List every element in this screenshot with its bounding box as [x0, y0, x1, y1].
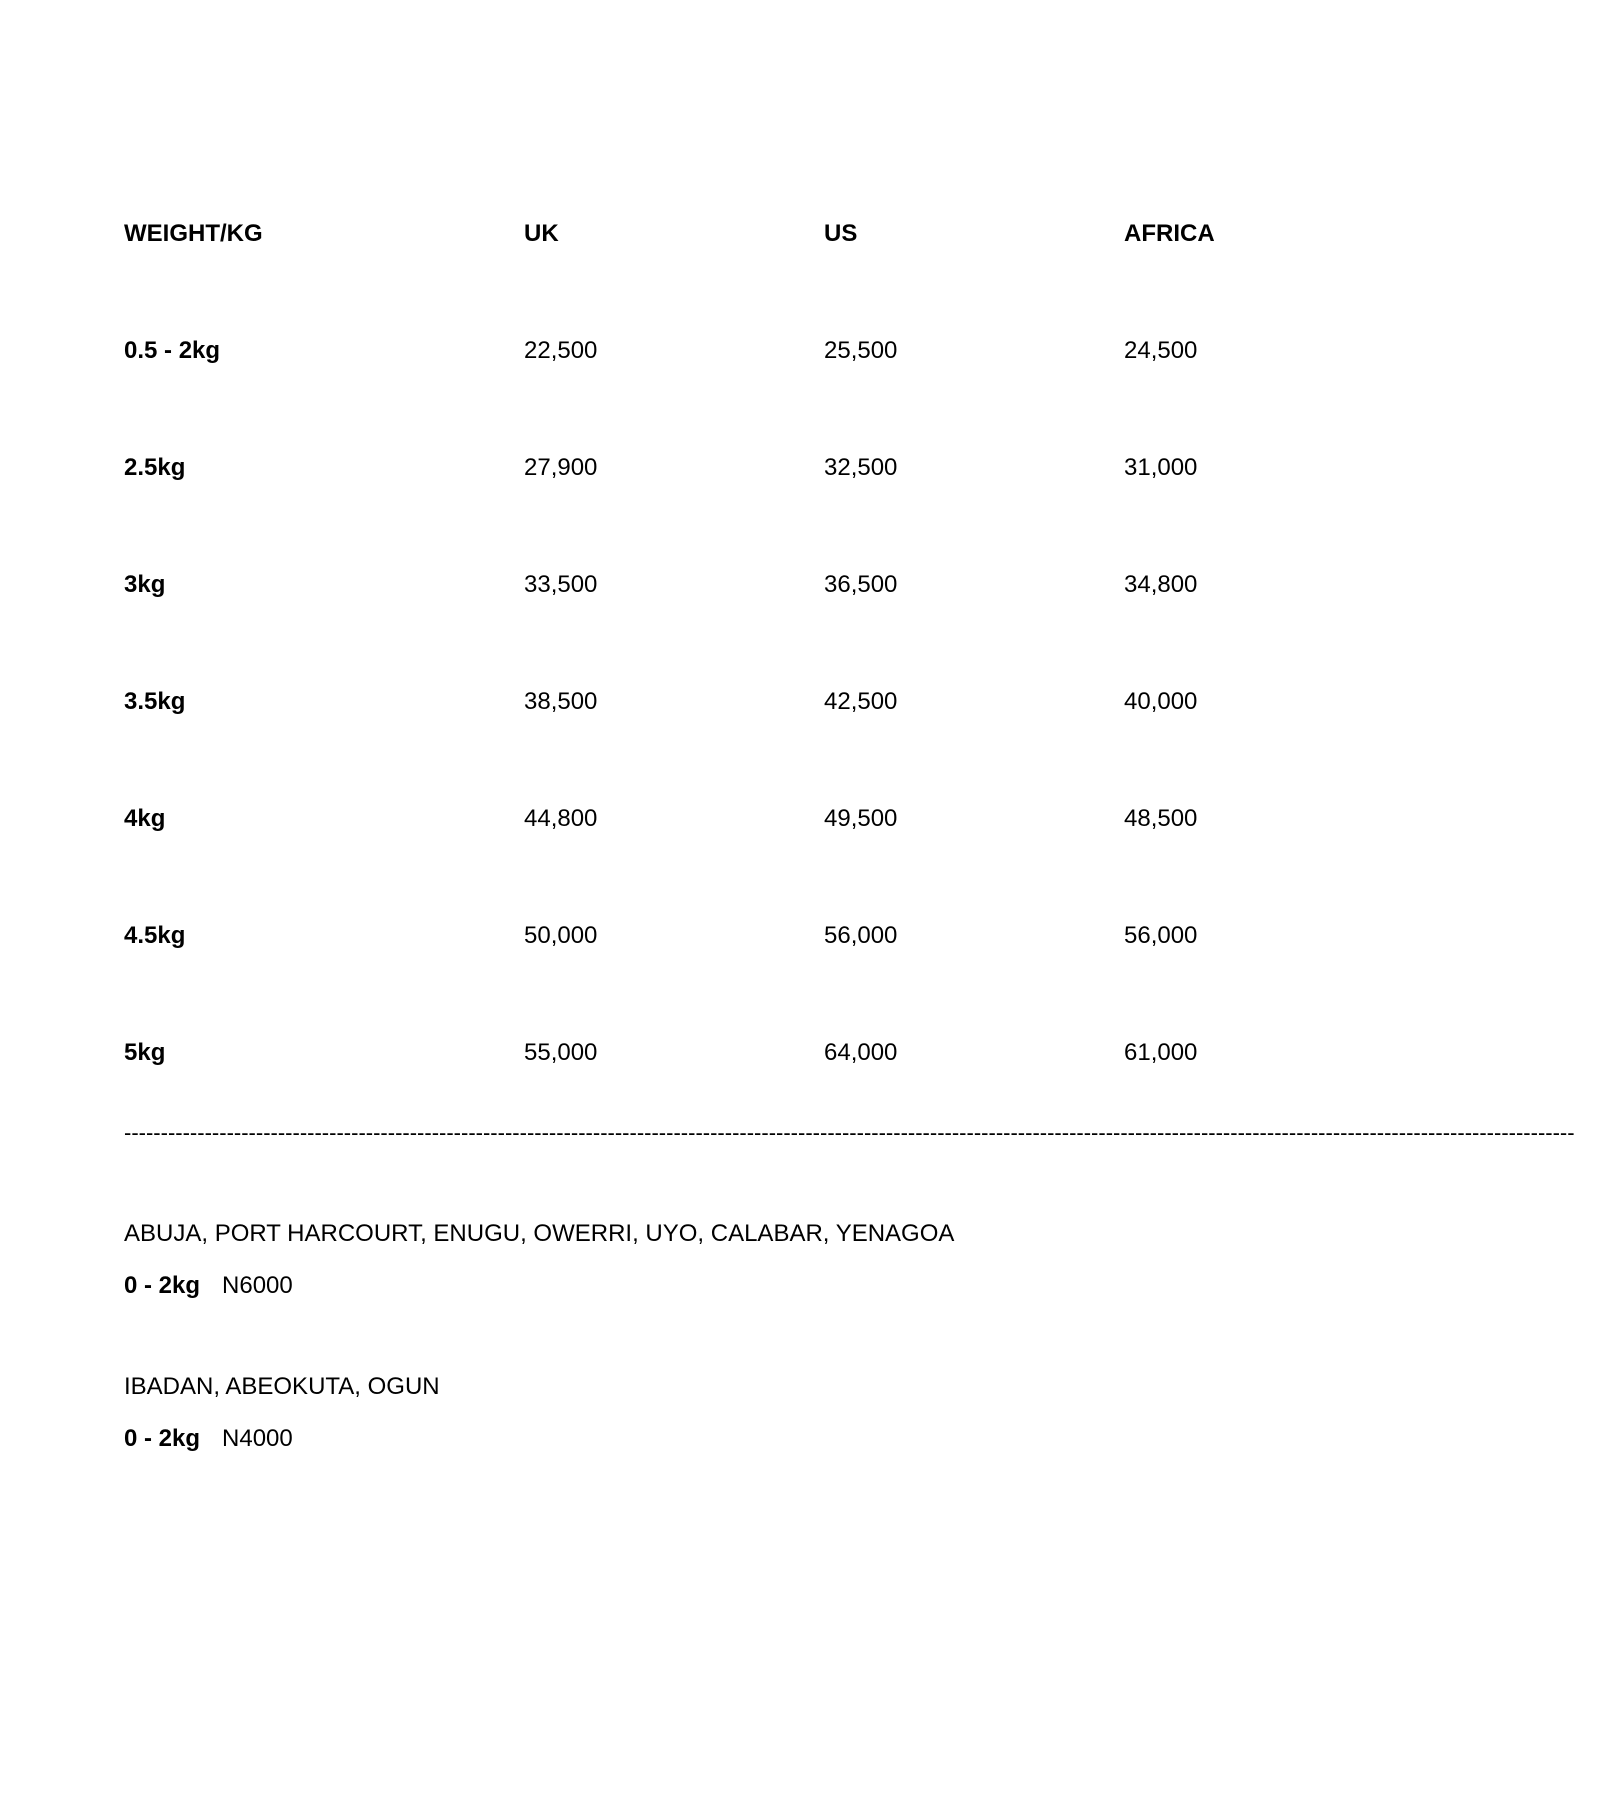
local-rate-price: N4000 [222, 1425, 293, 1452]
us-price-cell: 25,500 [824, 336, 898, 364]
local-rate-block [124, 1222, 954, 1298]
us-price-cell: 49,500 [824, 804, 898, 832]
table-row [124, 760, 1424, 877]
header-weight: WEIGHT/KG [124, 219, 263, 247]
us-price-cell: 36,500 [824, 570, 898, 598]
uk-price-cell: 44,800 [524, 804, 598, 832]
africa-price-cell: 40,000 [1124, 687, 1198, 715]
weight-cell: 2.5kg [124, 453, 186, 481]
weight-cell: 3.5kg [124, 687, 186, 715]
uk-price-cell: 38,500 [524, 687, 598, 715]
header-us: US [824, 219, 858, 247]
africa-price-cell: 48,500 [1124, 804, 1198, 832]
cities-list: ABUJA, PORT HARCOURT, ENUGU, OWERRI, UYO, CALABAR, YENAGOA [124, 1220, 955, 1247]
uk-price-cell: 33,500 [524, 570, 598, 598]
local-rate-block [124, 1375, 440, 1451]
local-rate-weight: 0 - 2kg [124, 1425, 201, 1452]
us-price-cell: 64,000 [824, 1038, 898, 1066]
header-uk: UK [524, 219, 559, 247]
africa-price-cell: 56,000 [1124, 921, 1198, 949]
table-row [124, 526, 1424, 643]
us-price-cell: 56,000 [824, 921, 898, 949]
cities-list: IBADAN, ABEOKUTA, OGUN [124, 1373, 440, 1400]
local-rate-line [124, 1427, 440, 1451]
africa-price-cell: 24,500 [1124, 336, 1198, 364]
table-row [124, 994, 1424, 1111]
us-price-cell: 42,500 [824, 687, 898, 715]
table-row [124, 643, 1424, 760]
africa-price-cell: 34,800 [1124, 570, 1198, 598]
table-row [124, 877, 1424, 994]
uk-price-cell: 55,000 [524, 1038, 598, 1066]
dashed-divider: ------------------------------------------------------------------------------------------------------------------------------------------------------------------------------------------------------ [124, 1120, 1575, 1145]
uk-price-cell: 27,900 [524, 453, 598, 481]
table-row [124, 409, 1424, 526]
international-rates-table [124, 175, 1424, 1111]
local-rate-price: N6000 [222, 1272, 293, 1299]
weight-cell: 4kg [124, 804, 166, 832]
table-header-row [124, 175, 1424, 292]
africa-price-cell: 61,000 [1124, 1038, 1198, 1066]
local-rate-weight: 0 - 2kg [124, 1272, 201, 1299]
weight-cell: 5kg [124, 1038, 166, 1066]
uk-price-cell: 50,000 [524, 921, 598, 949]
local-rate-line [124, 1274, 954, 1298]
header-africa: AFRICA [1124, 219, 1215, 247]
us-price-cell: 32,500 [824, 453, 898, 481]
table-row [124, 292, 1424, 409]
weight-cell: 3kg [124, 570, 166, 598]
weight-cell: 0.5 - 2kg [124, 336, 221, 364]
uk-price-cell: 22,500 [524, 336, 598, 364]
weight-cell: 4.5kg [124, 921, 186, 949]
africa-price-cell: 31,000 [1124, 453, 1198, 481]
